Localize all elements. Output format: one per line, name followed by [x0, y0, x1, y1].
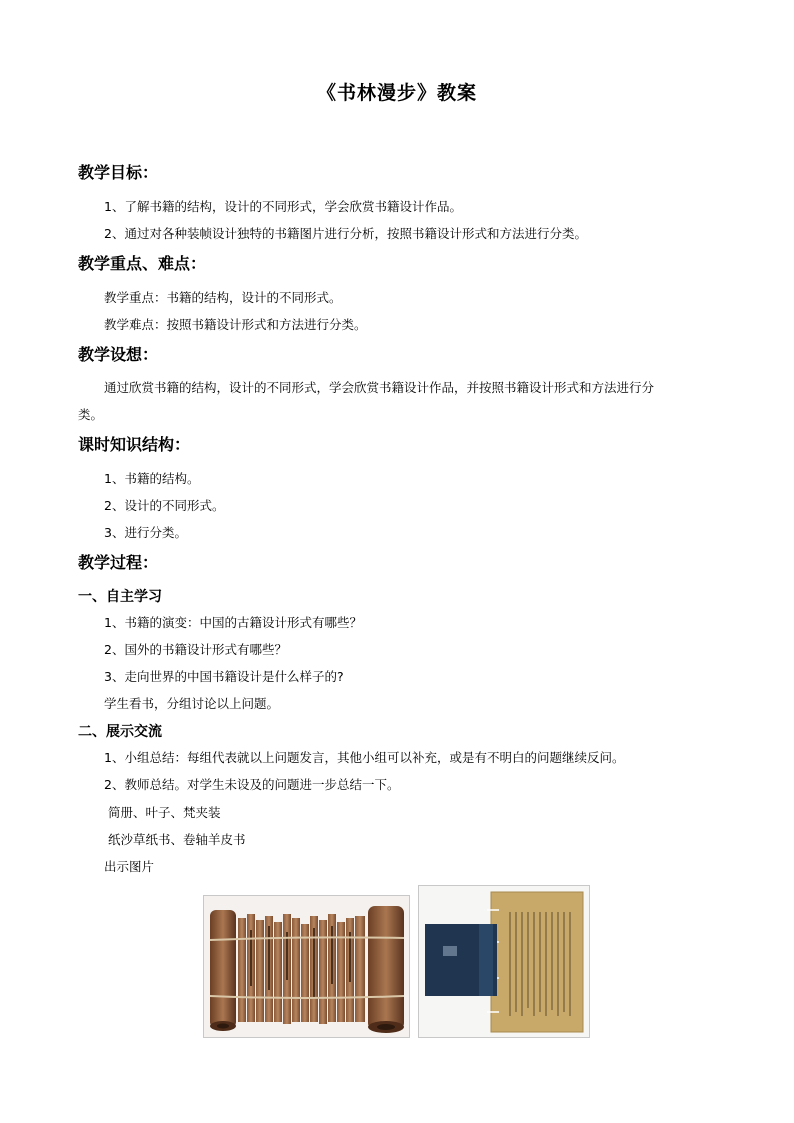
concept-line-1: 通过欣赏书籍的结构，设计的不同形式，学会欣赏书籍设计作品，并按照书籍设计形式和方法进行分	[104, 380, 655, 395]
heading-concept: 教学设想：	[78, 345, 159, 364]
key-point-item-2: 教学难点：按照书籍设计形式和方法进行分类。	[104, 317, 367, 332]
document-title: 《书林漫步》教案	[316, 82, 477, 104]
exchange-item-3: 简册、叶子、梵夹装	[108, 805, 221, 820]
bamboo-slips-illustration	[204, 896, 410, 1038]
structure-item-1: 1、书籍的结构。	[104, 471, 200, 486]
self-study-item-1: 1、书籍的演变：中国的古籍设计形式有哪些？	[104, 615, 362, 630]
heading-structure: 课时知识结构：	[78, 435, 191, 454]
key-point-item-1: 教学重点：书籍的结构，设计的不同形式。	[104, 290, 342, 305]
exchange-item-4: 纸沙草纸书、卷轴羊皮书	[108, 832, 246, 847]
heading-self-study: 一、自主学习	[78, 589, 162, 605]
heading-key-points: 教学重点、难点：	[78, 254, 207, 273]
self-study-item-4: 学生看书，分组讨论以上问题。	[104, 696, 280, 711]
concept-line-2: 类。	[78, 407, 104, 422]
self-study-item-2: 2、国外的书籍设计形式有哪些？	[104, 642, 287, 657]
heading-exchange: 二、展示交流	[78, 724, 162, 740]
structure-item-3: 3、进行分类。	[104, 525, 187, 540]
self-study-item-3: 3、走向世界的中国书籍设计是什么样子的?	[104, 669, 344, 684]
exchange-item-5: 出示图片	[104, 859, 155, 874]
heading-process: 教学过程：	[78, 553, 159, 572]
thread-bound-book-image	[418, 885, 590, 1038]
exchange-item-2: 2、教师总结。对学生未设及的问题进一步总结一下。	[104, 777, 400, 792]
heading-objectives: 教学目标：	[78, 163, 159, 182]
objective-item-2: 2、通过对各种装帧设计独特的书籍图片进行分析，按照书籍设计形式和方法进行分类。	[104, 226, 587, 241]
bamboo-slips-image	[203, 895, 410, 1038]
thread-bound-book-illustration	[419, 886, 590, 1038]
exchange-item-1: 1、小组总结：每组代表就以上问题发言，其他小组可以补充，或是有不明白的问题继续反问。	[104, 750, 625, 765]
structure-item-2: 2、设计的不同形式。	[104, 498, 225, 513]
objective-item-1: 1、了解书籍的结构，设计的不同形式，学会欣赏书籍设计作品。	[104, 199, 462, 214]
